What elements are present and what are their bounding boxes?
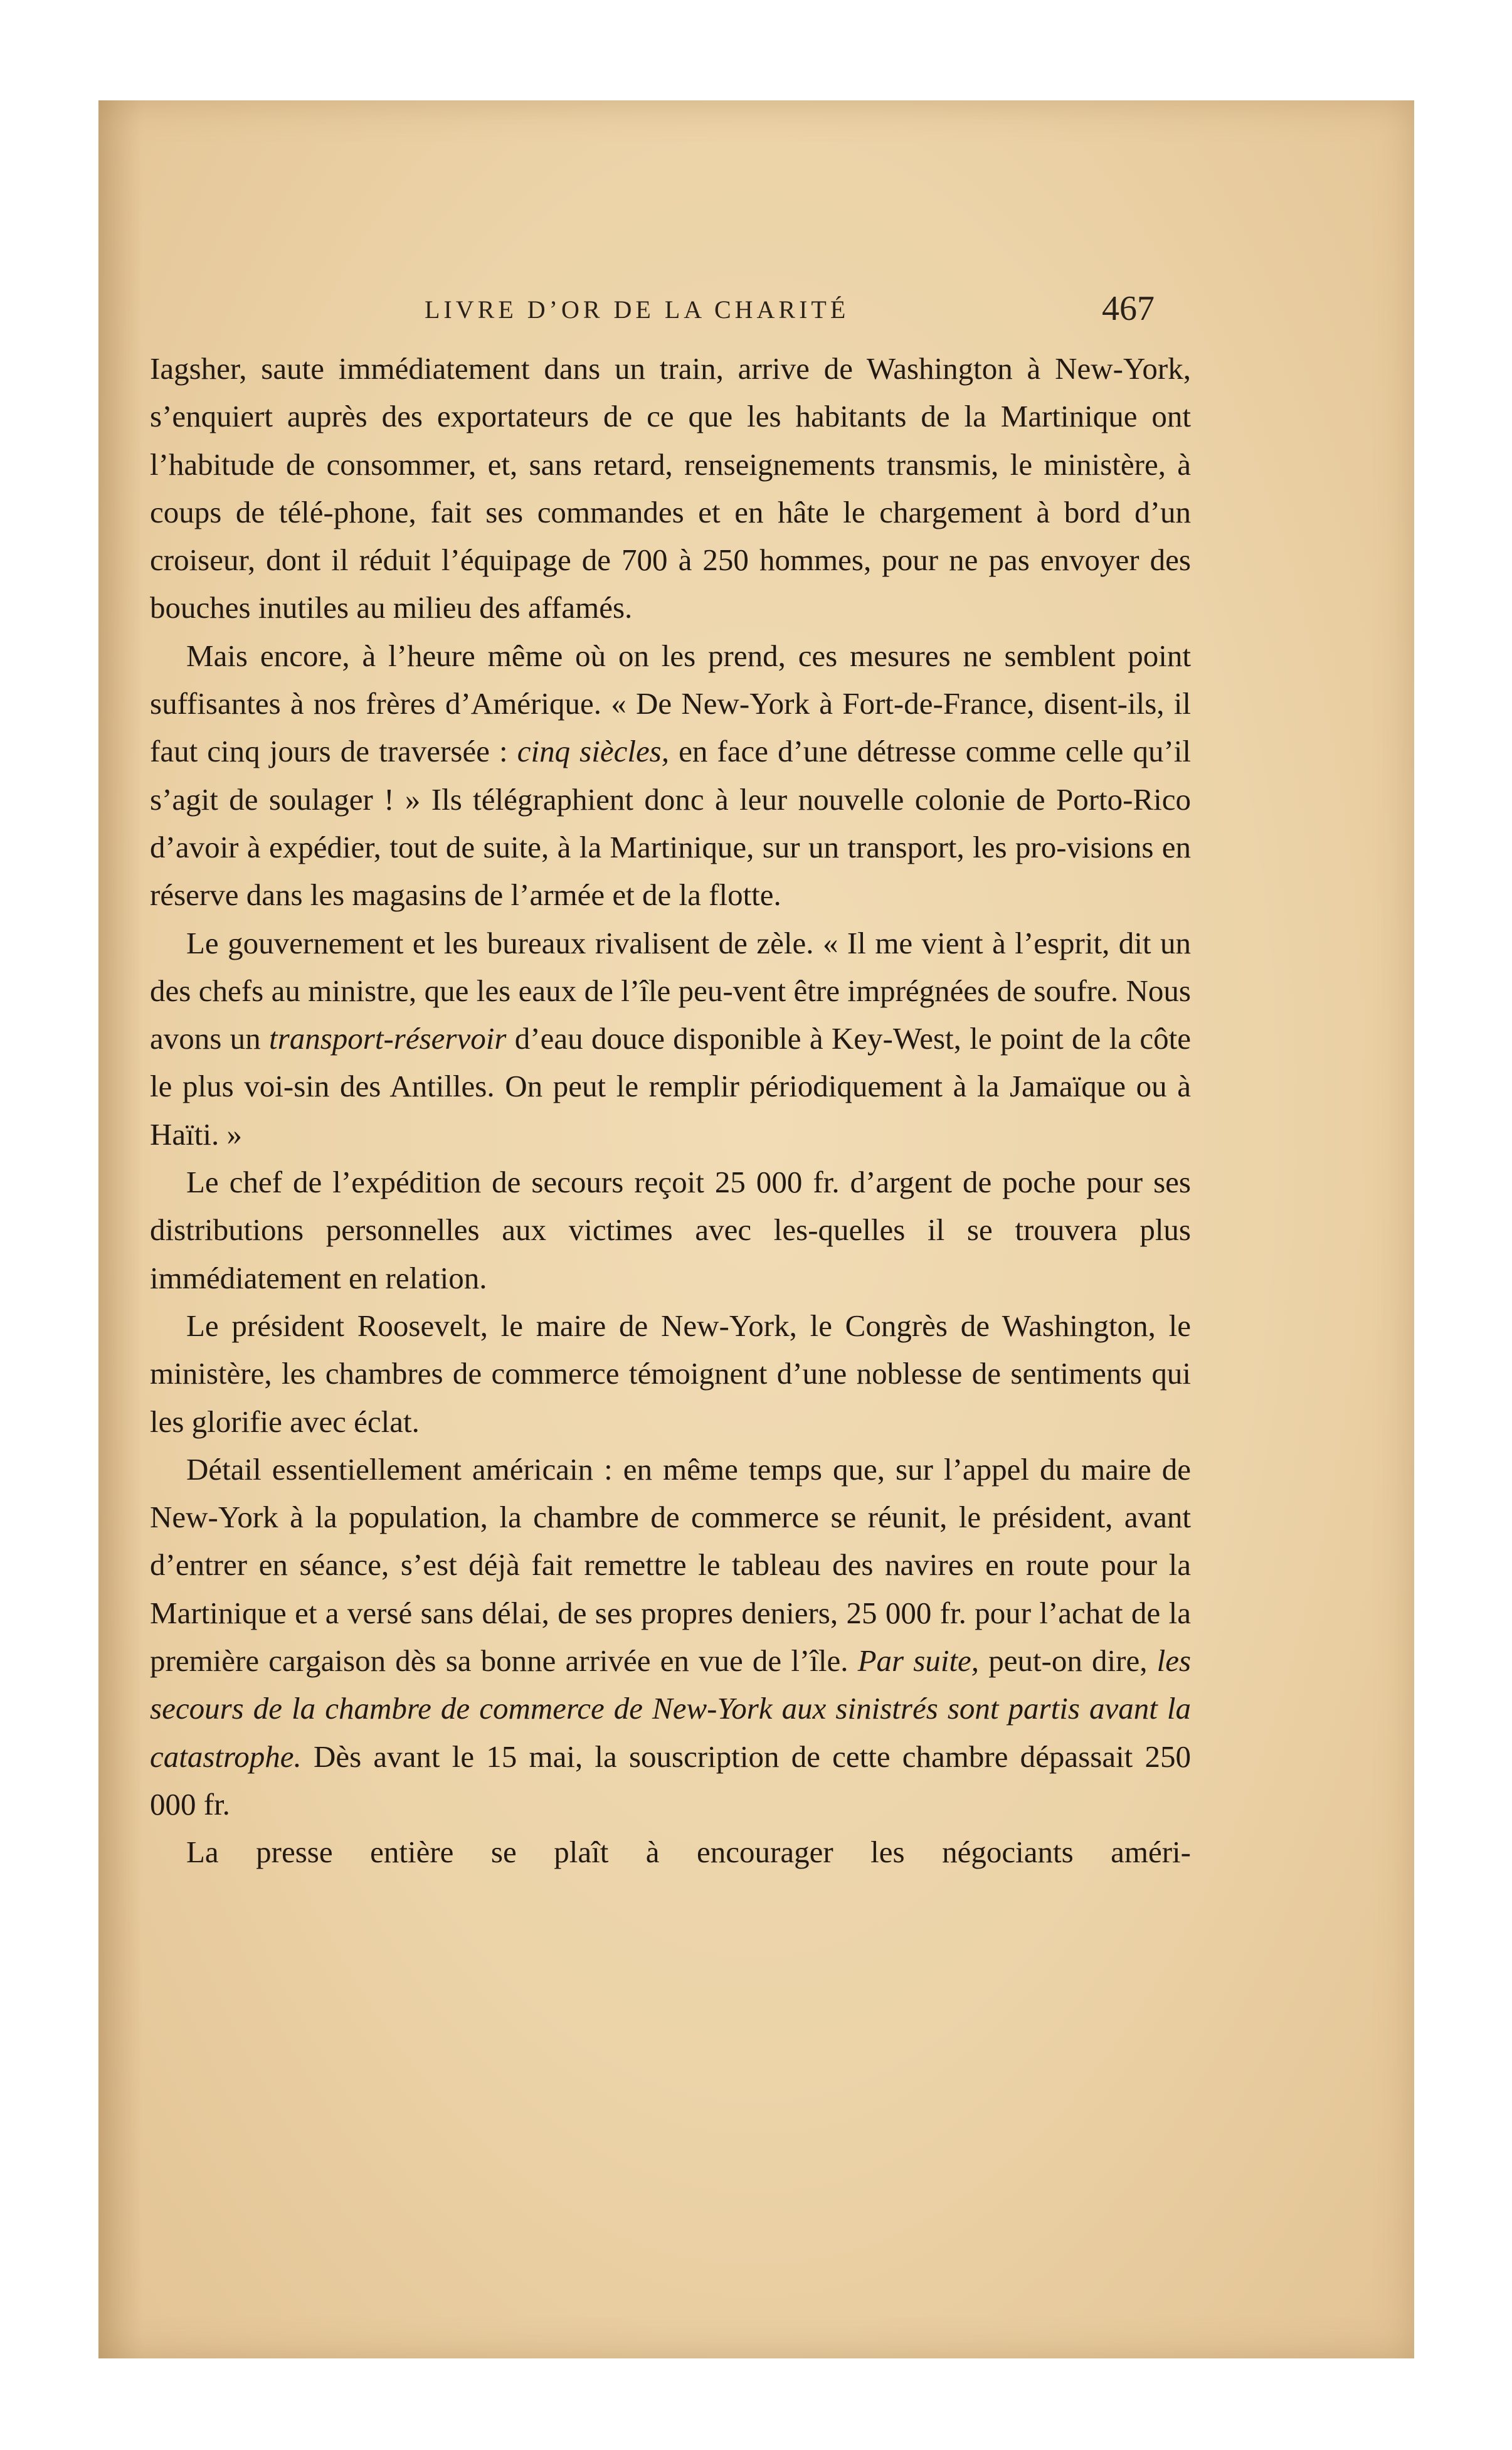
paragraph-6 — [150, 1446, 1191, 1828]
paragraph-text: Iagsher, saute immédiatement dans un train, arrive de Washington à New-York, s’enquiert auprès des exportateurs de ce que les habitants de la Martinique ont l’habitude de consommer, et, sans retard, renseignements transmis, le ministère, à coups de télé-phone, fait ses commandes et en hâte le chargement à bord d’un croiseur, dont il réduit l’équipage de 700 à 250 hommes, pour ne pas envoyer des bouches inutiles au milieu des affamés. — [150, 351, 1191, 625]
book-page — [98, 100, 1414, 2358]
running-title: LIVRE D’OR DE LA CHARITÉ — [425, 295, 850, 324]
paragraph-text: Dès avant le 15 mai, la souscription de cette chambre dépassait 250 000 fr. — [150, 1739, 1191, 1822]
italic-text: transport-réservoir — [269, 1021, 507, 1056]
paragraph-3 — [150, 920, 1191, 1159]
paragraph-text: en face d’une détresse comme celle qu’il s’agit de soulager ! » Ils télégraphient donc à leur nouvelle colonie de Porto-Rico d’avoir à expédier, tout de suite, à la Martinique, sur un transport, les pro-visions en réserve dans les magasins de l’armée et de la flotte. — [150, 734, 1192, 913]
page-number: 467 — [1102, 289, 1155, 328]
paragraph-text: Le président Roosevelt, le maire de New-York, le Congrès de Washington, le ministère, les chambres de commerce témoignent d’une noblesse de sentiments qui les glorifie avec éclat. — [150, 1308, 1191, 1439]
paragraph-text: peut-on dire, — [979, 1643, 1157, 1678]
italic-text: Par suite, — [857, 1643, 980, 1678]
paragraph-text: Le gouvernement et les bureaux rivalisent de zèle. « Il me vient à l’esprit, dit un des chefs au ministre, que les eaux de l’île peu-vent être imprégnées de soufre. Nous avons un — [150, 925, 1191, 1056]
paragraph-7 — [150, 1828, 1191, 1876]
italic-text: cinq siècles, — [517, 734, 670, 769]
paragraph-text: Mais encore, à l’heure même où on les prend, ces mesures ne semblent point suffisantes à nos frères d’Amérique. « De New-York à Fort-de-France, disent-ils, il faut cinq jours de traversée : — [150, 638, 1191, 769]
italic-text: les secours de la chambre de commerce de New-York aux sinistrés sont partis avant la catastrophe. — [150, 1643, 1192, 1774]
paragraph-text: Le chef de l’expédition de secours reçoit 25 000 fr. d’argent de poche pour ses distributions personnelles aux victimes avec les-quelles il se trouvera plus immédiatement en relation. — [150, 1165, 1191, 1295]
paragraph-2 — [150, 632, 1191, 920]
body-text — [150, 345, 1191, 1877]
paragraph-4 — [150, 1159, 1191, 1302]
paragraph-5 — [150, 1302, 1191, 1446]
paragraph-text: La presse entière se plaît à encourager les négociants améri- — [186, 1835, 1191, 1870]
paragraph-text: Détail essentiellement américain : en même temps que, sur l’appel du maire de New-York à la population, la chambre de commerce se réunit, le président, avant d’entrer en séance, s’est déjà fait remettre le tableau des navires en route pour la Martinique et a versé sans délai, de ses propres deniers, 25 000 fr. pour l’achat de la première cargaison dès sa bonne arrivée en vue de l’île. — [150, 1451, 1191, 1678]
paragraph-text: d’eau douce disponible à Key-West, le point de la côte le plus voi-sin des Antilles. On peut le remplir périodiquement à la Jamaïque ou à Haïti. » — [150, 1021, 1191, 1152]
paragraph-1 — [150, 345, 1191, 632]
page-header — [98, 289, 1414, 339]
